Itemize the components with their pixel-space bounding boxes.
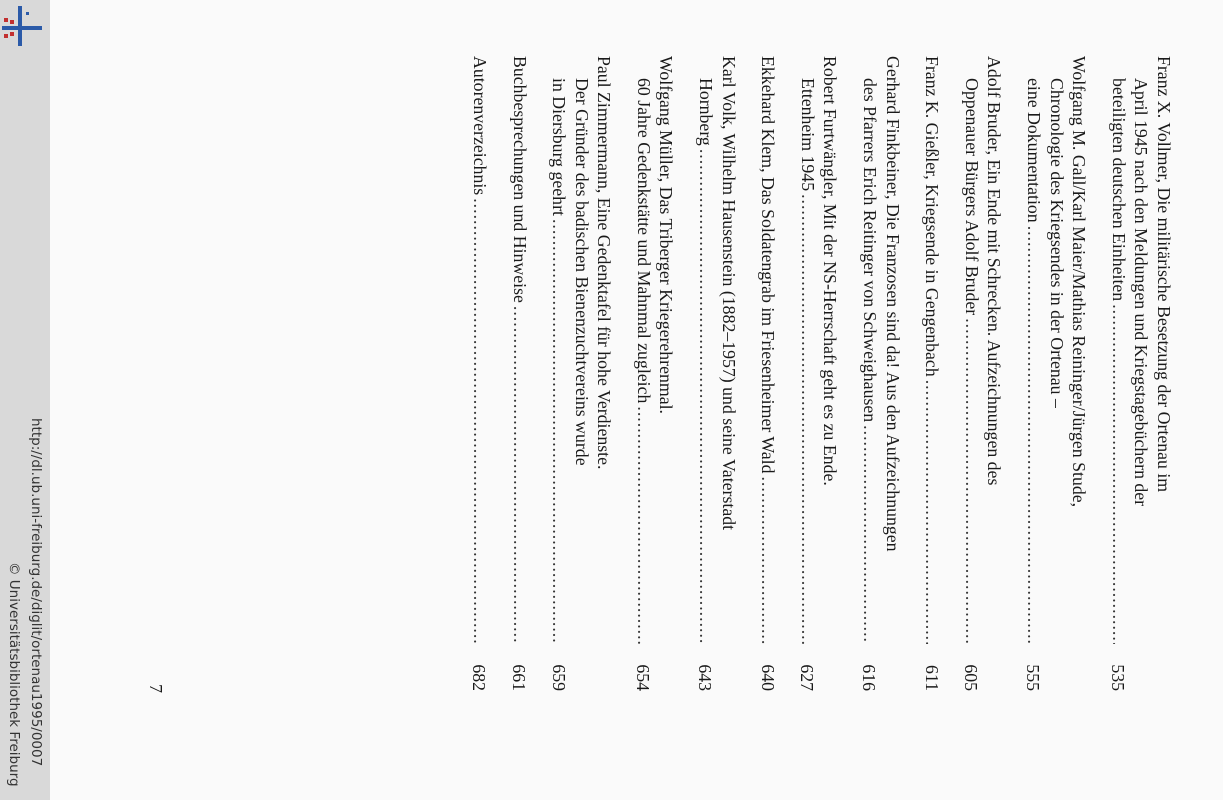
- toc-entry-title-line: Wolfgang M. Gall/Karl Maier/Mathias Reininger/Jürgen Stude,: [1069, 56, 1090, 508]
- toc-entry: [695, 56, 740, 691]
- toc-entry-last-line: [1022, 56, 1045, 691]
- toc-entry-title-line: Oppenauer Bürgers Adolf Bruder: [961, 78, 982, 316]
- toc-entry-title-line: Paul Zimmermann, Eine Gedenktafel für hohe Verdienste.: [594, 56, 615, 470]
- table-of-contents: [451, 56, 1175, 691]
- toc-page-number: 555: [1023, 664, 1044, 691]
- toc-entry-title-line: des Pfarrers Erich Reitinger von Schweighausen: [860, 78, 881, 423]
- sidebar-text-rotated: [0, 0, 50, 800]
- toc-entry-title-line: 60 Jahre Gedenkstätte und Mahnmal zugleich: [633, 78, 654, 404]
- toc-entry: [508, 56, 531, 691]
- toc-entry: [1022, 56, 1090, 691]
- copyright-notice: © Universitätsbibliothek Freiburg: [6, 562, 22, 787]
- toc-entry-title-line: Buchbesprechungen und Hinweise: [509, 56, 530, 303]
- toc-entry-last-line: [548, 56, 571, 691]
- toc-entry-title-line: Ekkehard Klem, Das Soldatengrab im Friesenheimer Wald: [758, 56, 779, 474]
- toc-entry: [921, 56, 944, 691]
- toc-entry-title-line: eine Dokumentation: [1024, 78, 1045, 223]
- toc-entry-title-line: Autorenverzeichnis: [469, 56, 490, 196]
- toc-entry-title-line: April 1945 nach den Meldungen und Kriegstagebüchern der: [1131, 78, 1152, 507]
- toc-entry-last-line: [695, 56, 718, 691]
- dot-leader: [632, 406, 655, 644]
- dot-leader: [960, 318, 983, 644]
- toc-page-number: 535: [1108, 664, 1129, 691]
- page-content-rotated: [50, 0, 1223, 800]
- toc-entry: [468, 56, 491, 691]
- toc-entry-title-line: beteiligten deutschen Einheiten: [1108, 78, 1129, 302]
- toc-entry-last-line: [1107, 56, 1130, 691]
- toc-entry-last-line: [796, 56, 819, 691]
- dot-leader: [548, 219, 571, 644]
- toc-entry-title-line: in Diersburg geehrt: [549, 78, 570, 216]
- toc-entry-title-line: Adolf Bruder, Ein Ende mit Schrecken. Aufzeichnungen des: [984, 56, 1005, 486]
- toc-entry: [632, 56, 677, 691]
- toc-entry: [757, 56, 780, 691]
- dot-leader: [1022, 226, 1045, 644]
- toc-page-number: 682: [469, 664, 490, 691]
- toc-page-number: 627: [797, 664, 818, 691]
- dot-leader: [858, 425, 881, 644]
- toc-entry: [1107, 56, 1175, 691]
- toc-entry-title-line: Franz X. Vollmer, Die militärische Besetzung der Ortenau im: [1154, 56, 1174, 493]
- toc-entry-title-line: Gerhard Finkbeiner, Die Franzosen sind da! Aus den Aufzeichnungen: [882, 56, 903, 552]
- toc-entry-last-line: [921, 56, 944, 691]
- dot-leader: [695, 149, 718, 644]
- toc-entry-last-line: [508, 56, 531, 691]
- source-url[interactable]: http://dl.ub.uni-freiburg.de/diglit/ortenau1995/0007: [28, 418, 44, 767]
- toc-page-number: 605: [961, 664, 982, 691]
- toc-page-number: 661: [508, 664, 529, 691]
- toc-entry: [960, 56, 1005, 691]
- toc-page-number: 611: [921, 664, 942, 691]
- toc-entry-last-line: [468, 56, 491, 691]
- toc-entry-title-line: Karl Volk, Wilhelm Hausenstein (1882–1957) und seine Vaterstadt: [718, 56, 739, 531]
- toc-entry-last-line: [757, 56, 780, 691]
- toc-page-number: 640: [757, 664, 778, 691]
- toc-entry-title-line: Wolfgang Müller, Das Triberger Kriegerehrenmal.: [656, 56, 677, 414]
- toc-page-number: 659: [548, 664, 569, 691]
- toc-page-number: 616: [859, 664, 880, 691]
- toc-entry-title-line: Franz K. Gießler, Kriegsende in Gengenbach: [922, 56, 943, 377]
- toc-entry: [858, 56, 903, 691]
- toc-entry-title-line: Ettenheim 1945: [797, 78, 818, 192]
- scanned-page: [50, 0, 1223, 800]
- toc-page-number: 643: [695, 664, 716, 691]
- dot-leader: [1107, 304, 1130, 644]
- dot-leader: [921, 380, 944, 644]
- toc-entry-title-line: Robert Furtwängler, Mit der NS-Herrschaft geht es zu Ende.: [820, 56, 841, 486]
- toc-entry: [796, 56, 841, 691]
- toc-entry: [548, 56, 616, 691]
- toc-entry-last-line: [960, 56, 983, 691]
- dot-leader: [757, 476, 780, 644]
- toc-entry-last-line: [632, 56, 655, 691]
- toc-entry-title-line: Chronologie des Kriegsendes in der Ortenau –: [1046, 78, 1067, 408]
- toc-entry-title-line: Hornberg: [696, 78, 717, 146]
- toc-entry-title-line: Der Gründer des badischen Bienenzuchtvereins wurde: [571, 78, 592, 466]
- dot-leader: [468, 198, 491, 644]
- page-number: 7: [146, 684, 166, 693]
- viewer-sidebar: [0, 0, 50, 800]
- toc-entry-last-line: [858, 56, 881, 691]
- toc-page-number: 654: [633, 664, 654, 691]
- dot-leader: [796, 194, 819, 644]
- dot-leader: [508, 306, 531, 644]
